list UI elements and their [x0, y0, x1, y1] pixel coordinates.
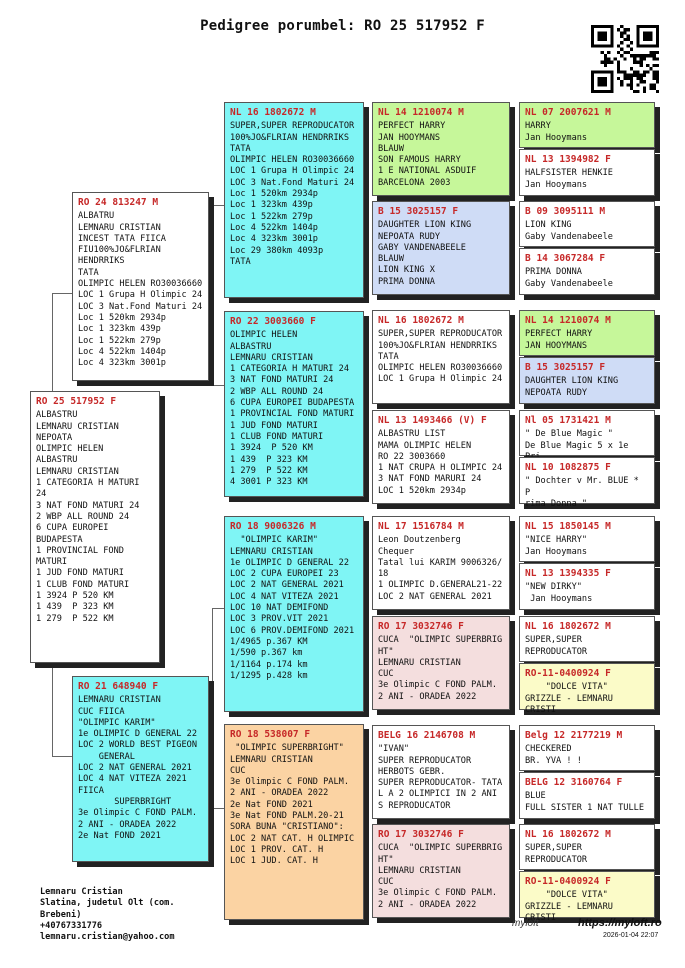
pedigree-line: LOC 1 Grupa H Olimpic 24 [230, 166, 355, 177]
pedigree-line: 1 PROVINCIAL FOND MATURI [36, 545, 130, 568]
pedigree-line: MAMA OLIMPIC HELEN [378, 440, 472, 451]
pedigree-line: 1 3924 P 520 KM [230, 443, 313, 454]
pedigree-line: De Blue Magic 5 x 1e [525, 440, 629, 451]
pedigree-line: LEMNARU CRISTIAN [36, 466, 119, 477]
pedigree-line: "DOLCE VITA" [525, 682, 608, 693]
card-gg-grandparent-female[interactable] [519, 871, 655, 923]
pedigree-line: LEMNARU CRISTIAN [230, 754, 313, 765]
pedigree-line: DAUGHTER LION KING [378, 220, 472, 231]
pedigree-line: 3e Olimpic C FOND PALM. [378, 680, 497, 691]
pedigree-line: Loc 4 323km 3001p [230, 234, 318, 245]
pedigree-line: HERBOTS GEBR. [378, 766, 446, 777]
card-grandparent[interactable] [224, 724, 364, 920]
pedigree-line: SUPER,SUPER REPRODUCATOR [378, 329, 503, 340]
ring-number: RO 17 3032746 F [378, 829, 464, 840]
pedigree-line: 3 NAT FOND MATURI 24 [230, 375, 334, 386]
pedigree-line: DAUGHTER LION KING [525, 376, 619, 387]
card-gg-grandparent-male[interactable] [519, 725, 655, 771]
pedigree-line: 100%JO&FLRIAN HENDRRIKS [230, 132, 349, 143]
pedigree-line: 3e Olimpic C FOND PALM. [378, 888, 497, 899]
pedigree-line: CUC FIICA [78, 706, 125, 717]
ring-number: NL 13 1394982 F [525, 154, 611, 165]
ring-number: NL 16 1802672 M [525, 621, 611, 632]
pedigree-line: HT" [378, 646, 394, 657]
connector-line [52, 293, 53, 391]
ring-number: RO 25 517952 F [36, 396, 117, 407]
card-gg-grandparent-male[interactable] [519, 824, 655, 870]
pedigree-line: LOC 1 JUD. CAT. H [230, 856, 318, 867]
pedigree-line: BARCELONA 2003 [378, 177, 451, 188]
qr-code [591, 25, 659, 93]
pedigree-line: CUCA "OLIMPIC SUPERBRIG [378, 635, 503, 646]
pedigree-line: 4 3001 P 323 KM [230, 477, 308, 488]
card-grandparent[interactable] [224, 102, 364, 298]
pedigree-line: GENERAL [78, 751, 135, 762]
ring-number: RO 17 3032746 F [378, 621, 464, 632]
pedigree-line: LOC 10 NAT DEMIFOND [230, 603, 329, 614]
ring-number: NL 14 1210074 M [525, 315, 611, 326]
owner-info [40, 887, 175, 943]
pedigree-line: Loc 1 522km 279p [78, 335, 161, 346]
card-gg-grandparent-female[interactable] [519, 357, 655, 404]
ring-number: RO 18 538007 F [230, 729, 311, 740]
pedigree-line: GRIZZLE - LEMNARU CRISTI [525, 693, 619, 715]
pedigree-line: ALBASTRU [36, 410, 78, 421]
card-gg-grandparent-female[interactable] [519, 248, 655, 295]
pedigree-line: GABY VANDENABEELE [378, 242, 466, 253]
ring-number: B 09 3095111 M [525, 206, 606, 217]
pedigree-line: LOC 1 PROV. CAT. H [230, 844, 324, 855]
site-link[interactable]: https://myloft.ro [578, 917, 662, 929]
pedigree-line: Loc 1 323km 439p [78, 324, 161, 335]
pedigree-line: 3e Olimpic C FOND PALM. [230, 777, 349, 788]
pedigree-line: Loc 1 323km 439p [230, 200, 313, 211]
pedigree-line: Leon Doutzenberg [378, 535, 461, 546]
connector-line [212, 608, 213, 808]
connector-line [212, 205, 224, 206]
pedigree-line: CUC [230, 765, 246, 776]
pedigree-line: SON FAMOUS HARRY [378, 155, 461, 166]
ring-number: NL 15 1850145 M [525, 521, 611, 532]
card-gg-grandparent-female[interactable] [519, 663, 655, 715]
pedigree-line: Jan Hooymans [525, 593, 593, 604]
pedigree-line: 6 CUPA EUROPEI BUDAPESTA [230, 398, 355, 409]
connector-line [212, 385, 224, 386]
pedigree-line: INCEST TATA FIICA [78, 233, 166, 244]
pedigree-line: 1 JUD FOND MATURI [36, 568, 124, 579]
pedigree-line: ALBASTRU [230, 341, 272, 352]
pedigree-line: Jan Hooymans [525, 546, 588, 557]
pedigree-line: 2 WBP ALL ROUND 24 [230, 386, 324, 397]
card-great-grandparent[interactable] [372, 616, 510, 710]
pedigree-line: "NICE HARRY" [525, 535, 588, 546]
page-title: Pedigree porumbel: RO 25 517952 F [200, 18, 485, 34]
pedigree-line: PRIMA DONNA [525, 267, 582, 278]
pedigree-line: LOC 2 NAT GENERAL 2021 [78, 763, 192, 774]
card-gg-grandparent-female[interactable] [519, 149, 655, 196]
pedigree-line: 1e OLIMPIC D GENERAL 22 [78, 729, 197, 740]
card-gg-grandparent-female[interactable] [519, 457, 655, 509]
ring-number: NL 10 1082875 F [525, 462, 611, 473]
pedigree-line: 2 WBP ALL ROUND 24 [36, 511, 130, 522]
pedigree-line: Gaby Vandenabeele [525, 231, 613, 242]
pedigree-line: OLIMPIC HELEN [36, 444, 104, 455]
pedigree-line: BLAUW [378, 254, 404, 265]
pedigree-line: 3e Nat FOND PALM.20-21 [230, 811, 344, 822]
timestamp: 2026-01-04 22:07 [603, 932, 659, 939]
pedigree-line: Loc 1 520km 2934p [230, 189, 318, 200]
card-great-grandparent[interactable] [372, 310, 510, 404]
connector-line [52, 756, 72, 757]
pedigree-line: 2 ANI - ORADEA 2022 [230, 788, 329, 799]
pedigree-line: 2 ANI - ORADEA 2022 [78, 819, 177, 830]
pedigree-line: OLIMPIC HELEN [230, 330, 298, 341]
pedigree-line: LOC 4 NAT VITEZA 2021 [78, 774, 187, 785]
ring-number: NL 16 1802672 M [230, 107, 316, 118]
pedigree-line: BLAUW [378, 143, 404, 154]
pedigree-line: BR. YVA ! ! [525, 755, 582, 766]
pedigree-line: PRIMA DONNA [378, 276, 435, 287]
pedigree-line: RO 22 3003660 [378, 451, 446, 462]
pedigree-line: CHECKERED [525, 744, 572, 755]
pedigree-line: 1/4965 p.367 KM [230, 636, 308, 647]
pedigree-line: LOC 1 Grupa H Olimpic 24 [78, 290, 203, 301]
card-great-grandparent[interactable] [372, 725, 510, 819]
card-grandparent[interactable] [224, 516, 364, 712]
pedigree-line: 1 439 P 323 KM [36, 602, 114, 613]
pedigree-line: LOC 1 520km 2934p [378, 485, 466, 496]
pedigree-line: LOC 2 NAT CAT. H OLIMPIC [230, 833, 355, 844]
pedigree-line: 1 CATEGORIA H MATURI 24 [36, 478, 145, 500]
pedigree-line: LOC 3 Nat.Fond Maturi 24 [230, 177, 355, 188]
pedigree-line: 3 NAT FOND MATURI 24 [36, 500, 140, 511]
pedigree-line: 1 279 P 522 KM [230, 465, 308, 476]
pedigree-line: TATA [78, 267, 99, 278]
pedigree-line: TATA [230, 143, 251, 154]
pedigree-line: OLIMPIC HELEN RO30036660 [378, 363, 503, 374]
pedigree-line: ALBATRU [78, 211, 115, 222]
pedigree-line: rima Donna " [525, 498, 588, 509]
card-gg-grandparent-male[interactable] [519, 201, 655, 247]
card-great-grandparent[interactable] [372, 201, 510, 295]
card-father[interactable] [72, 192, 209, 381]
pedigree-line: LEMNARU CRISTIAN [230, 352, 313, 363]
card-great-grandparent[interactable] [372, 410, 510, 504]
pedigree-line: "NEW DIRKY" [525, 582, 582, 593]
pedigree-line: HARRY [525, 121, 551, 132]
pedigree-line: LOC 2 NAT GENERAL 2021 [230, 580, 344, 591]
pedigree-line: Loc 29 380km 4093p [230, 245, 324, 256]
ring-number: RO 21 648940 F [78, 681, 159, 692]
pedigree-line: 1/1164 p.174 km [230, 659, 308, 670]
card-gg-grandparent-male[interactable] [519, 616, 655, 662]
pedigree-line: TATA [378, 351, 399, 362]
pedigree-line: "OLIMPIC SUPERBRIGHT" [230, 743, 344, 754]
pedigree-line: FIU100%JO&FLRIAN HENDRRIKS [78, 245, 166, 267]
pedigree-line: ALBASTRU LIST [378, 429, 446, 440]
pedigree-line: 1 JUD FOND MATURI [230, 420, 318, 431]
pedigree-line: SORA BUNA "CRISTIANO": [230, 822, 344, 833]
pedigree-line: FULL SISTER 1 NAT TULLE [525, 802, 644, 813]
pedigree-line: "OLIMPIC KARIM" [78, 717, 156, 728]
pedigree-line: 1 E NATIONAL ASDUIF [378, 166, 477, 177]
ring-number: Nl 05 1731421 M [525, 415, 611, 426]
owner-line: Brebeni) [40, 909, 82, 920]
pedigree-line: LION KING X [378, 265, 435, 276]
pedigree-line: Loc 4 522km 1404p [78, 346, 166, 357]
pedigree-line: OLIMPIC HELEN RO30036660 [230, 155, 355, 166]
pedigree-line: NEPOATA [36, 432, 73, 443]
pedigree-line: SUPERBRIGHT [78, 796, 172, 807]
pedigree-line: Jan Hooymans [525, 179, 588, 190]
pedigree-line: Gaby Vandenabeele [525, 278, 613, 289]
ring-number: RO 18 9006326 M [230, 521, 316, 532]
pedigree-line: PERFECT HARRY [525, 329, 593, 340]
card-gg-grandparent-female[interactable] [519, 563, 655, 610]
pedigree-line: HALFSISTER HENKIE [525, 168, 613, 179]
pedigree-line: L A 2 OLIMPICI IN 2 ANI [378, 789, 497, 800]
ring-number: NL 13 1394335 F [525, 568, 611, 579]
pedigree-line: 1 279 P 522 KM [36, 613, 114, 624]
ring-number: BELG 12 3160764 F [525, 777, 623, 788]
pedigree-line: Loc 4 323km 3001p [78, 358, 166, 369]
pedigree-line: "DOLCE VITA" [525, 890, 608, 901]
pedigree-line: LOC 3 PROV.VIT 2021 [230, 614, 329, 625]
pedigree-line: SUPER,SUPER REPRODUCATOR [525, 635, 588, 657]
ring-number: RO 24 813247 M [78, 197, 159, 208]
ring-number: Belg 12 2177219 M [525, 730, 623, 741]
pedigree-line: 1 CATEGORIA H MATURI 24 [230, 364, 349, 375]
pedigree-line: LEMNARU CRISTIAN [36, 421, 119, 432]
pedigree-line: HT" [378, 854, 394, 865]
pedigree-line: JAN HOOYMANS [525, 340, 588, 351]
ring-number: B 15 3025157 F [378, 206, 459, 217]
pedigree-line: NEPOATA RUDY [378, 231, 441, 242]
card-great-grandparent[interactable] [372, 516, 510, 610]
connector-line [52, 293, 72, 294]
pedigree-line: LEMNARU CRISTIAN [78, 222, 161, 233]
card-great-grandparent[interactable] [372, 824, 510, 918]
pedigree-line: 1e OLIMPIC D GENERAL 22 [230, 557, 349, 568]
pedigree-line: TATA [230, 256, 251, 267]
card-gg-grandparent-female[interactable] [519, 772, 655, 819]
pedigree-line: CUC [378, 877, 394, 888]
pedigree-line: LEMNARU CRISTIAN [78, 695, 161, 706]
ring-number: RO-11-0400924 F [525, 668, 611, 679]
ring-number: B 14 3067284 F [525, 253, 606, 264]
card-gg-grandparent-male[interactable] [519, 410, 655, 456]
pedigree-line: LOC 1 Grupa H Olimpic 24 [378, 374, 503, 385]
card-mother[interactable] [72, 676, 209, 862]
pedigree-line: Loc 1 520km 2934p [78, 312, 166, 323]
pedigree-line: BLUE [525, 791, 546, 802]
ring-number: NL 17 1516784 M [378, 521, 464, 532]
pedigree-line: 1 NAT CRUPA H OLIMPIC 24 [378, 463, 503, 474]
pedigree-line: LEMNARU CRISTIAN [378, 657, 461, 668]
connector-line [212, 608, 224, 609]
card-subject[interactable] [30, 391, 160, 663]
ring-number: BELG 16 2146708 M [378, 730, 476, 741]
pedigree-line: LEMNARU CRISTIAN [230, 546, 313, 557]
pedigree-line: 1 OLIMPIC D.GENERAL21-22 [378, 580, 503, 591]
pedigree-line: 3 NAT FOND MARURI 24 [378, 474, 482, 485]
ring-number: RO 22 3003660 F [230, 316, 316, 327]
pedigree-line: Jan Hooymans [525, 132, 588, 143]
pedigree-line: JAN HOOYMANS [378, 132, 441, 143]
pedigree-line: SUPER,SUPER REPRODUCATOR [230, 121, 355, 132]
pedigree-line: LOC 2 NAT GENERAL 2021 [378, 591, 492, 602]
owner-line: +40767331776 [40, 920, 103, 931]
pedigree-line: Tatal lui KARIM 9006326/ [378, 557, 503, 568]
pedigree-line: CUC [378, 669, 394, 680]
pedigree-line: LEMNARU CRISTIAN [378, 865, 461, 876]
pedigree-line: NEPOATA RUDY [525, 387, 588, 398]
ring-number: B 15 3025157 F [525, 362, 606, 373]
connector-line [212, 808, 224, 809]
pedigree-line: 1/590 p.367 km [230, 648, 303, 659]
pedigree-line: PERFECT HARRY [378, 121, 446, 132]
ring-number: RO-11-0400924 F [525, 876, 611, 887]
card-gg-grandparent-male[interactable] [519, 102, 655, 148]
pedigree-line: S REPRODUCATOR [378, 800, 451, 811]
card-gg-grandparent-male[interactable] [519, 310, 655, 356]
pedigree-line: 1 PROVINCIAL FOND MATURI [230, 409, 355, 420]
card-great-grandparent[interactable] [372, 102, 510, 196]
connector-line [52, 666, 53, 756]
brand-logo: myloft [512, 918, 539, 929]
ring-number: NL 13 1493466 (V) F [378, 415, 487, 426]
pedigree-line: 1 439 P 323 KM [230, 454, 308, 465]
connector-line [212, 205, 213, 385]
pedigree-line: SUPER REPRODUCATOR [378, 755, 472, 766]
pedigree-line: FIICA [78, 785, 104, 796]
pedigree-line: ALBASTRU [36, 455, 78, 466]
pedigree-line: 2e Nat FOND 2021 [78, 830, 161, 841]
pedigree-line: 2e Nat FOND 2021 [230, 799, 313, 810]
pedigree-line: " Dochter v Mr. BLUE * P [525, 476, 645, 498]
ring-number: NL 16 1802672 M [378, 315, 464, 326]
pedigree-line: Loc 1 522km 279p [230, 211, 313, 222]
pedigree-line: LOC 2 WORLD BEST PIGEON [78, 740, 197, 751]
ring-number: NL 16 1802672 M [525, 829, 611, 840]
pedigree-line: LOC 2 CUPA EUROPEI 23 [230, 569, 339, 580]
pedigree-line: LOC 4 NAT VITEZA 2021 [230, 591, 339, 602]
pedigree-line: LOC 6 PROV.DEMIFOND 2021 [230, 625, 355, 636]
card-grandparent[interactable] [224, 311, 364, 497]
pedigree-line: 1 CLUB FOND MATURI [230, 431, 324, 442]
owner-line: lemnaru.cristian@yahoo.com [40, 932, 175, 943]
pedigree-line: " De Blue Magic " [525, 429, 613, 440]
owner-line: Slatina, judetul Olt (com. [40, 898, 175, 909]
pedigree-line: 6 CUPA EUROPEI BUDAPESTA [36, 523, 114, 545]
ring-number: NL 07 2007621 M [525, 107, 611, 118]
pedigree-line: LOC 3 Nat.Fond Maturi 24 [78, 301, 203, 312]
pedigree-line: 1 3924 P 520 KM [36, 591, 114, 602]
owner-line: Lemnaru Cristian [40, 887, 123, 897]
pedigree-line: Chequer [378, 546, 415, 557]
pedigree-line: OLIMPIC HELEN RO30036660 [78, 279, 203, 290]
pedigree-line: "IVAN" [378, 744, 410, 755]
pedigree-line: 1 CLUB FOND MATURI [36, 579, 130, 590]
pedigree-line: SUPER,SUPER REPRODUCATOR [525, 843, 588, 865]
ring-number: NL 14 1210074 M [378, 107, 464, 118]
pedigree-line: 3e Olimpic C FOND PALM. [78, 808, 197, 819]
pedigree-line: "OLIMPIC KARIM" [230, 535, 318, 546]
pedigree-line: 2 ANI - ORADEA 2022 [378, 691, 477, 702]
pedigree-line: 2 ANI - ORADEA 2022 [378, 899, 477, 910]
pedigree-line: LION KING [525, 220, 572, 231]
pedigree-line: 18 [378, 569, 389, 580]
pedigree-line: SUPER REPRODUCATOR- TATA [378, 778, 503, 789]
pedigree-line: GRIZZLE - LEMNARU CRISTI [525, 901, 619, 923]
pedigree-line: 1/1295 p.428 km [230, 670, 308, 681]
pedigree-line: CUCA "OLIMPIC SUPERBRIG [378, 843, 503, 854]
pedigree-line: 100%JO&FLRIAN HENDRRIKS [378, 340, 497, 351]
card-gg-grandparent-male[interactable] [519, 516, 655, 562]
pedigree-line: Loc 4 522km 1404p [230, 222, 318, 233]
